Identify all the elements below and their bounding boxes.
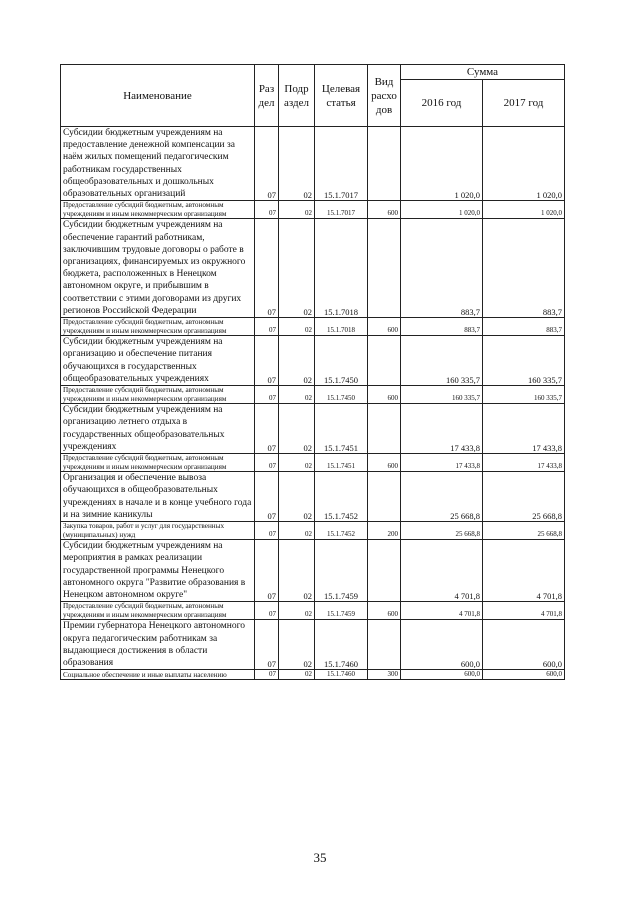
row-sum-2017: 1 020,0: [483, 201, 565, 219]
row-podrazdel: 02: [279, 318, 315, 336]
page-number: 35: [313, 850, 327, 865]
row-vid: 600: [368, 318, 401, 336]
row-razdel: 07: [255, 219, 279, 318]
row-name: Субсидии бюджетным учреждениям на обеспечение гарантий работникам, заключившим трудовые договоры о работе в организациях, финансируемых из окружного бюджета, расположенных в Ненецком автономном округе, и прибывшим в соответствии с этими договорами из других регионов Российской Федерации: [61, 219, 255, 318]
row-podrazdel: 02: [279, 620, 315, 670]
row-vid: 300: [368, 670, 401, 680]
table-row: [61, 602, 565, 620]
row-sum-2017: 4 701,8: [483, 602, 565, 620]
row-sum-2017: 25 668,8: [483, 472, 565, 522]
row-vid: [368, 336, 401, 386]
row-razdel: 07: [255, 522, 279, 540]
row-name: Субсидии бюджетным учреждениям на организацию летнего отдыха в государственных общеобразовательных учреждениях: [61, 404, 255, 454]
row-razdel: 07: [255, 404, 279, 454]
row-name: Организация и обеспечение вывоза обучающихся в общеобразовательных учреждениях в начале и в конце учебного года и на зимние каникулы: [61, 472, 255, 522]
budget-table: [60, 64, 565, 680]
row-target: 15.1.7017: [315, 127, 368, 201]
header-razdel: Раз дел: [255, 65, 279, 127]
table-row: [61, 219, 565, 318]
table-row: [61, 386, 565, 404]
row-target: 15.1.7450: [315, 336, 368, 386]
row-target: 15.1.7460: [315, 620, 368, 670]
row-razdel: 07: [255, 540, 279, 602]
row-vid: 600: [368, 454, 401, 472]
row-sum-2016: 25 668,8: [401, 522, 483, 540]
row-vid: 600: [368, 386, 401, 404]
row-target: 15.1.7450: [315, 386, 368, 404]
table-row: [61, 620, 565, 670]
header-name: Наименование: [61, 65, 255, 127]
row-vid: [368, 127, 401, 201]
row-razdel: 07: [255, 602, 279, 620]
row-name: Премии губернатора Ненецкого автономного округа педагогическим работникам за выдающиеся достижения в области образования: [61, 620, 255, 670]
table-row: [61, 522, 565, 540]
row-sum-2017: 160 335,7: [483, 386, 565, 404]
row-sum-2016: 600,0: [401, 620, 483, 670]
row-sum-2016: 883,7: [401, 318, 483, 336]
row-podrazdel: 02: [279, 201, 315, 219]
row-name: Предоставление субсидий бюджетным, автономным учреждениям и иным некоммерческим организациям: [61, 201, 255, 219]
table-row: [61, 318, 565, 336]
row-sum-2016: 4 701,8: [401, 602, 483, 620]
header-2017: 2017 год: [483, 80, 565, 127]
row-vid: 200: [368, 522, 401, 540]
row-podrazdel: 02: [279, 454, 315, 472]
row-sum-2017: 883,7: [483, 219, 565, 318]
row-sum-2017: 600,0: [483, 620, 565, 670]
header-sum: Сумма: [401, 65, 565, 80]
row-podrazdel: 02: [279, 670, 315, 680]
row-podrazdel: 02: [279, 386, 315, 404]
table-row: [61, 540, 565, 602]
row-vid: [368, 620, 401, 670]
row-podrazdel: 02: [279, 522, 315, 540]
table-row: [61, 404, 565, 454]
row-podrazdel: 02: [279, 404, 315, 454]
row-sum-2017: 4 701,8: [483, 540, 565, 602]
header-podrazdel: Подр аздел: [279, 65, 315, 127]
row-sum-2016: 160 335,7: [401, 386, 483, 404]
row-podrazdel: 02: [279, 602, 315, 620]
row-razdel: 07: [255, 127, 279, 201]
row-sum-2016: 160 335,7: [401, 336, 483, 386]
row-razdel: 07: [255, 454, 279, 472]
row-razdel: 07: [255, 318, 279, 336]
row-target: 15.1.7018: [315, 318, 368, 336]
table-body: [61, 127, 565, 680]
row-name: Предоставление субсидий бюджетным, автономным учреждениям и иным некоммерческим организациям: [61, 602, 255, 620]
row-name: Предоставление субсидий бюджетным, автономным учреждениям и иным некоммерческим организациям: [61, 386, 255, 404]
row-podrazdel: 02: [279, 540, 315, 602]
row-vid: 600: [368, 602, 401, 620]
row-podrazdel: 02: [279, 219, 315, 318]
row-razdel: 07: [255, 620, 279, 670]
row-vid: [368, 540, 401, 602]
row-sum-2016: 4 701,8: [401, 540, 483, 602]
row-sum-2016: 600,0: [401, 670, 483, 680]
row-sum-2016: 883,7: [401, 219, 483, 318]
row-vid: [368, 472, 401, 522]
table-row: [61, 201, 565, 219]
row-name: Закупка товаров, работ и услуг для государственных (муниципальных) нужд: [61, 522, 255, 540]
row-podrazdel: 02: [279, 336, 315, 386]
row-podrazdel: 02: [279, 127, 315, 201]
row-target: 15.1.7460: [315, 670, 368, 680]
row-sum-2016: 17 433,8: [401, 454, 483, 472]
row-target: 15.1.7459: [315, 602, 368, 620]
row-sum-2016: 17 433,8: [401, 404, 483, 454]
row-sum-2017: 600,0: [483, 670, 565, 680]
row-target: 15.1.7451: [315, 454, 368, 472]
row-name: Субсидии бюджетным учреждениям на мероприятия в рамках реализации государственной программы Ненецкого автономного округа "Развитие образования в Ненецком автономном округе": [61, 540, 255, 602]
table-row: [61, 127, 565, 201]
row-sum-2017: 1 020,0: [483, 127, 565, 201]
row-vid: [368, 219, 401, 318]
row-podrazdel: 02: [279, 472, 315, 522]
row-vid: 600: [368, 201, 401, 219]
header-2016: 2016 год: [401, 80, 483, 127]
header-vid: Вид расхо дов: [368, 65, 401, 127]
row-sum-2017: 17 433,8: [483, 454, 565, 472]
row-target: 15.1.7018: [315, 219, 368, 318]
row-name: Социальное обеспечение и иные выплаты населению: [61, 670, 255, 680]
row-sum-2017: 160 335,7: [483, 336, 565, 386]
row-sum-2016: 1 020,0: [401, 201, 483, 219]
row-razdel: 07: [255, 201, 279, 219]
table-row: [61, 472, 565, 522]
row-razdel: 07: [255, 336, 279, 386]
row-sum-2016: 25 668,8: [401, 472, 483, 522]
row-name: Субсидии бюджетным учреждениям на предоставление денежной компенсации за наём жилых помещений педагогическим работникам государственных общеобразовательных и дошкольных образовательных организаций: [61, 127, 255, 201]
row-name: Предоставление субсидий бюджетным, автономным учреждениям и иным некоммерческим организациям: [61, 318, 255, 336]
row-sum-2017: 17 433,8: [483, 404, 565, 454]
row-vid: [368, 404, 401, 454]
table-row: [61, 454, 565, 472]
row-target: 15.1.7452: [315, 522, 368, 540]
table-row: [61, 670, 565, 680]
row-sum-2017: 883,7: [483, 318, 565, 336]
row-razdel: 07: [255, 670, 279, 680]
row-name: Субсидии бюджетным учреждениям на организацию и обеспечение питания обучающихся в государственных общеобразовательных учреждениях: [61, 336, 255, 386]
row-razdel: 07: [255, 472, 279, 522]
header-target: Целевая статья: [315, 65, 368, 127]
row-sum-2017: 25 668,8: [483, 522, 565, 540]
row-sum-2016: 1 020,0: [401, 127, 483, 201]
table-row: [61, 336, 565, 386]
row-target: 15.1.7017: [315, 201, 368, 219]
row-target: 15.1.7451: [315, 404, 368, 454]
row-target: 15.1.7459: [315, 540, 368, 602]
row-name: Предоставление субсидий бюджетным, автономным учреждениям и иным некоммерческим организациям: [61, 454, 255, 472]
row-target: 15.1.7452: [315, 472, 368, 522]
row-razdel: 07: [255, 386, 279, 404]
